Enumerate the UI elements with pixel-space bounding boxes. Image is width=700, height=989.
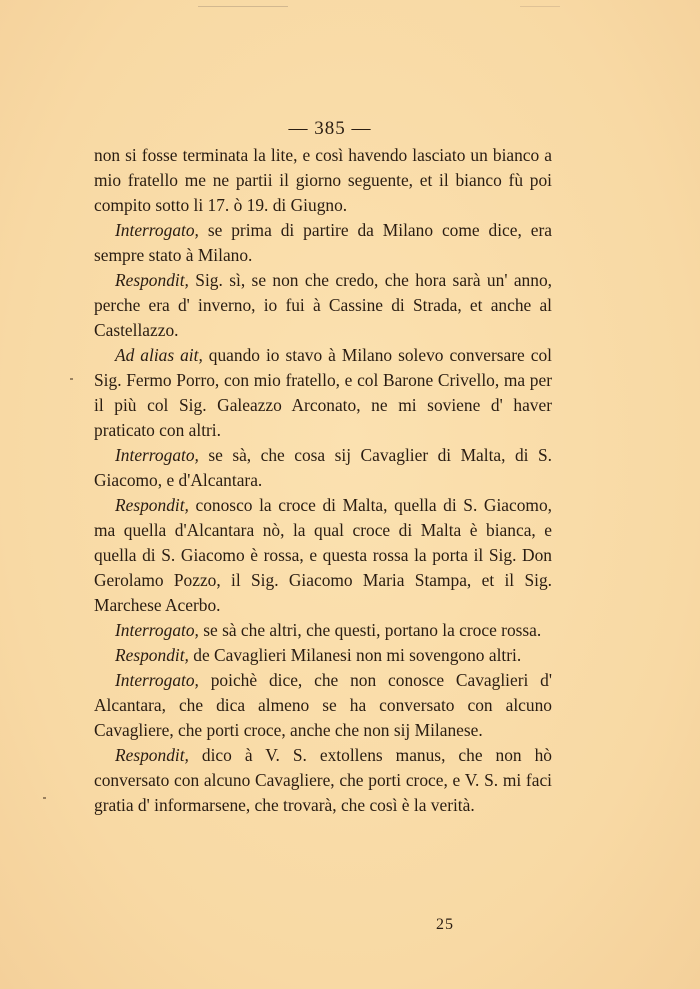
speaker-label: Interrogato, bbox=[115, 620, 199, 640]
paragraph-text: non si fosse terminata la lite, e così havendo lasciato un bianco a mio fratello me ne partii il giorno seguente, et il bianco fù poi compito sotto li 17. ò 19. di Giugno. bbox=[94, 145, 552, 215]
body-text bbox=[94, 143, 552, 818]
speaker-label: Respondit, bbox=[115, 745, 189, 765]
page-edge-mark bbox=[520, 6, 560, 7]
paragraph-text: poichè dice, che non conosce Cavaglieri d' Alcantara, che dica almeno se ha conversato con alcuno Cavagliere, che porti croce, anche che non sij Milanese. bbox=[94, 670, 552, 740]
paragraph-interrogato bbox=[94, 618, 552, 643]
speaker-label: Interrogato, bbox=[115, 670, 199, 690]
paragraph-text: se prima di partire da Milano come dice, era sempre stato à Milano. bbox=[94, 220, 552, 265]
page-edge-mark bbox=[198, 6, 288, 7]
paragraph-respondit bbox=[94, 268, 552, 343]
speaker-label: Ad alias ait, bbox=[115, 345, 203, 365]
paragraph-interrogato bbox=[94, 668, 552, 743]
paragraph-text: dico à V. S. extollens manus, che non hò conversato con alcuno Cavagliere, che porti croce, e V. S. mi faci gratia d' informarsene, che trovarà, che così è la verità. bbox=[94, 745, 552, 815]
paragraph-interrogato bbox=[94, 443, 552, 493]
speaker-label: Respondit, bbox=[115, 645, 189, 665]
paragraph-text: conosco la croce di Malta, quella di S. Giacomo, ma quella d'Alcantara nò, la qual croce di Malta è bianca, e quella di S. Giacomo è rossa, e questa rossa la porta il Sig. Don Gerolamo Pozzo, il Sig. Giacomo Maria Stampa, et il Sig. Marchese Acerbo. bbox=[94, 495, 552, 615]
paragraph-respondit bbox=[94, 493, 552, 618]
paragraph-text: se sà che altri, che questi, portano la croce rossa. bbox=[198, 620, 542, 640]
speaker-label: Interrogato, bbox=[115, 220, 199, 240]
paragraph-text: de Cavaglieri Milanesi non mi sovengono altri. bbox=[188, 645, 522, 665]
ink-speck bbox=[43, 797, 46, 799]
speaker-label: Respondit, bbox=[115, 495, 189, 515]
speaker-label: Interrogato, bbox=[115, 445, 199, 465]
paragraph-text: se sà, che cosa sij Cavaglier di Malta, di S. Giacomo, e d'Alcantara. bbox=[94, 445, 552, 490]
speaker-label: Respondit, bbox=[115, 270, 189, 290]
paragraph-ad-alias bbox=[94, 343, 552, 443]
paragraph-continuation bbox=[94, 143, 552, 218]
page-number: — 385 — bbox=[288, 118, 372, 139]
signature-mark: 25 bbox=[436, 916, 454, 933]
ink-speck bbox=[70, 378, 73, 380]
paragraph-text: Sig. sì, se non che credo, che hora sarà un' anno, perche era d' inverno, io fui à Cassine di Strada, et anche al Castellazzo. bbox=[94, 270, 552, 340]
paragraph-respondit bbox=[94, 643, 552, 668]
paragraph-respondit bbox=[94, 743, 552, 818]
paragraph-interrogato bbox=[94, 218, 552, 268]
paragraph-text: quando io stavo à Milano solevo conversare col Sig. Fermo Porro, con mio fratello, e col Barone Crivello, ma per il più col Sig. Galeazzo Arconato, ne mi soviene d' haver praticato con altri. bbox=[94, 345, 552, 440]
